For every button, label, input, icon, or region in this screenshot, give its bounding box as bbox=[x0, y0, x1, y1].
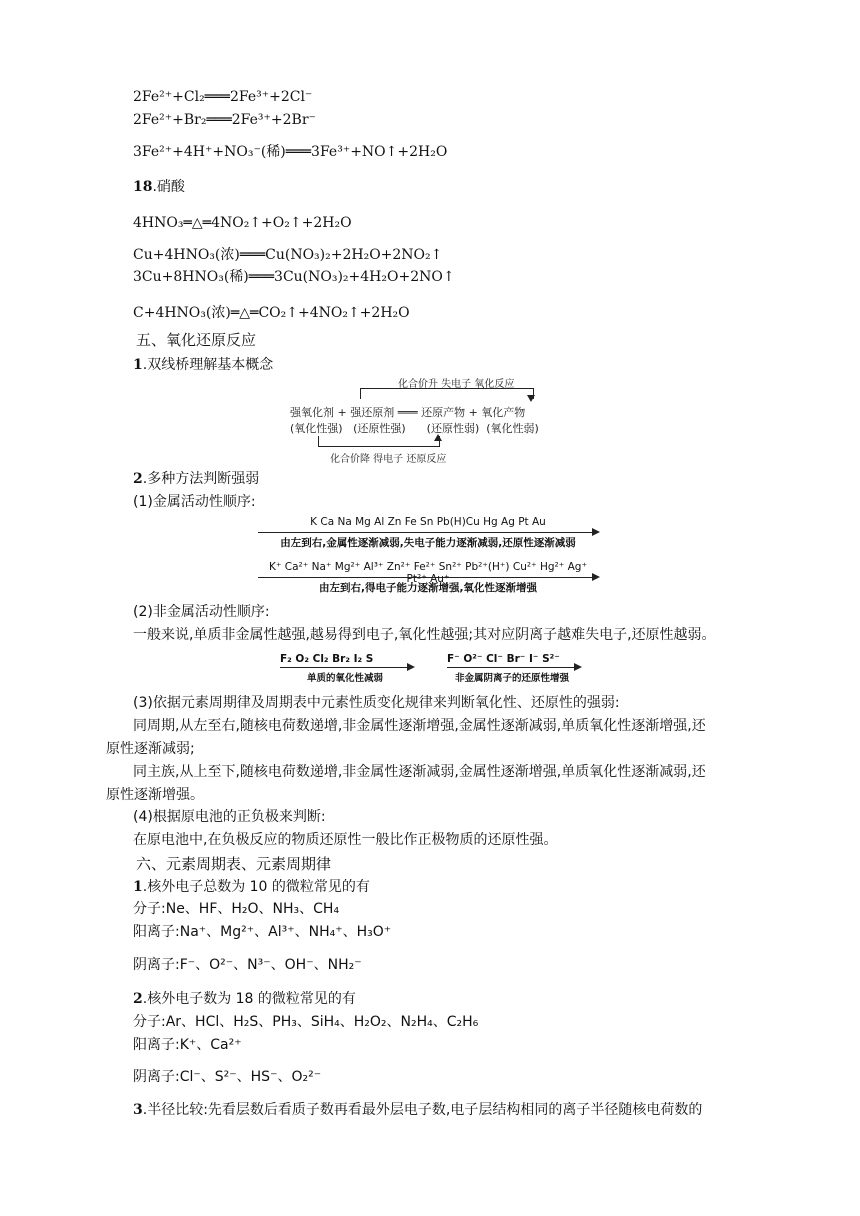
nonmetal-activity-label: (2)非金属活动性顺序: bbox=[133, 604, 270, 620]
nitric-eq2: Cu+4HNO₃(浓)═══Cu(NO₃)₂+2H₂O+2NO₂↑ bbox=[133, 247, 443, 263]
bridge-notes-row: (氧化性强) (还原性强) (还原性弱) (氧化性弱) bbox=[290, 422, 539, 435]
anion-caption: 非金属阴离子的还原性增强 bbox=[454, 673, 569, 684]
molecules-10: 分子:Ne、HF、H₂O、NH₃、CH₄ bbox=[133, 901, 340, 917]
same-group-line1: 同主族,从上至下,随核电荷数递增,非金属性逐渐减弱,金属性逐渐增强,单质氧化性逐渐减弱,还 bbox=[133, 764, 706, 780]
section6-item1: 1.核外电子总数为 10 的微粒常见的有 bbox=[133, 879, 370, 895]
nonmetal-caption: 单质的氧化性减弱 bbox=[306, 673, 383, 684]
battery-text: 在原电池中,在负极反应的物质还原性一般比作正极物质的还原性强。 bbox=[133, 832, 558, 848]
double-bridge-diagram bbox=[290, 373, 570, 465]
section5-item2: 2.多种方法判断强弱 bbox=[133, 471, 260, 487]
section6-item3: 3.半径比较:先看层数后看质子数再看最外层电子数,电子层结构相同的离子半径随核电荷数的 bbox=[133, 1102, 703, 1118]
fe-eq2: 2Fe²⁺+Br₂═══2Fe³⁺+2Br⁻ bbox=[133, 112, 316, 128]
anion-arrow-line bbox=[447, 667, 575, 668]
ion-arrow-line bbox=[258, 577, 593, 578]
bridge-bottom-arrow-icon bbox=[434, 434, 442, 441]
same-group-line2: 原性逐渐增强。 bbox=[106, 787, 204, 803]
section6-heading: 六、元素周期表、元素周期律 bbox=[136, 855, 332, 873]
metal-series: K Ca Na Mg Al Zn Fe Sn Pb(H)Cu Hg Ag Pt Au bbox=[310, 516, 546, 528]
section5-item1: 1.双线桥理解基本概念 bbox=[133, 357, 274, 373]
nitric-eq4: C+4HNO₃(浓)═△═CO₂↑+4NO₂↑+2H₂O bbox=[133, 305, 410, 321]
molecules-18: 分子:Ar、HCl、H₂S、PH₃、SiH₄、H₂O₂、N₂H₄、C₂H₆ bbox=[133, 1014, 479, 1030]
metal-caption: 由左到右,金属性逐渐减弱,失电子能力逐渐减弱,还原性逐渐减弱 bbox=[280, 537, 576, 549]
anions-18: 阴离子:Cl⁻、S²⁻、HS⁻、O₂²⁻ bbox=[133, 1069, 322, 1085]
nonmetal-activity-text: 一般来说,单质非金属性越强,越易得到电子,氧化性越强;其对应阴离子越难失电子,还原性越弱。 bbox=[133, 627, 716, 643]
section6-item2: 2.核外电子数为 18 的微粒常见的有 bbox=[133, 991, 356, 1007]
battery-label: (4)根据原电池的正负极来判断: bbox=[133, 809, 326, 825]
ion-series: K⁺ Ca²⁺ Na⁺ Mg²⁺ Al³⁺ Zn²⁺ Fe²⁺ Sn²⁺ Pb²⁺(H⁺) Cu²⁺ Hg²⁺ Ag⁺ Pt²⁺ Au⁺ bbox=[269, 561, 587, 585]
nitric-eq1: 4HNO₃═△═4NO₂↑+O₂↑+2H₂O bbox=[133, 215, 352, 231]
nitric-eq3: 3Cu+8HNO₃(稀)═══3Cu(NO₃)₂+4H₂O+2NO↑ bbox=[133, 269, 455, 285]
nonmetal-series: F₂ O₂ Cl₂ Br₂ I₂ S bbox=[280, 653, 374, 665]
metal-arrow-line bbox=[258, 532, 593, 533]
nonmetal-arrow-line bbox=[280, 667, 408, 668]
cations-18: 阳离子:K⁺、Ca²⁺ bbox=[133, 1037, 242, 1053]
bridge-top-line bbox=[360, 388, 534, 399]
anion-series: F⁻ O²⁻ Cl⁻ Br⁻ I⁻ S²⁻ bbox=[447, 653, 560, 665]
bridge-bottom-line bbox=[318, 436, 440, 447]
same-period-line2: 原性逐渐减弱; bbox=[106, 741, 195, 757]
bridge-top-label: 化合价升 失电子 氧化反应 bbox=[398, 379, 515, 390]
section5-heading: 五、氧化还原反应 bbox=[136, 331, 257, 349]
bridge-species-row: 强氧化剂 + 强还原剂 ═══ 还原产物 + 氧化产物 bbox=[290, 406, 526, 419]
nitric-title: 18.硝酸 bbox=[133, 179, 185, 195]
bridge-top-arrow-icon bbox=[527, 395, 535, 402]
metal-activity-label: (1)金属活动性顺序: bbox=[133, 494, 256, 510]
periodic-law-label: (3)依据元素周期律及周期表中元素性质变化规律来判断氧化性、还原性的强弱: bbox=[133, 695, 620, 711]
bridge-bottom-label: 化合价降 得电子 还原反应 bbox=[330, 454, 447, 465]
cations-10: 阳离子:Na⁺、Mg²⁺、Al³⁺、NH₄⁺、H₃O⁺ bbox=[133, 924, 392, 940]
fe-eq3: 3Fe²⁺+4H⁺+NO₃⁻(稀)═══3Fe³⁺+NO↑+2H₂O bbox=[133, 144, 448, 160]
anions-10: 阴离子:F⁻、O²⁻、N³⁻、OH⁻、NH₂⁻ bbox=[133, 957, 362, 973]
same-period-line1: 同周期,从左至右,随核电荷数递增,非金属性逐渐增强,金属性逐渐减弱,单质氧化性逐渐增强,还 bbox=[133, 718, 706, 734]
fe-eq1: 2Fe²⁺+Cl₂═══2Fe³⁺+2Cl⁻ bbox=[133, 89, 313, 105]
ion-caption: 由左到右,得电子能力逐渐增强,氧化性逐渐增强 bbox=[319, 582, 537, 594]
